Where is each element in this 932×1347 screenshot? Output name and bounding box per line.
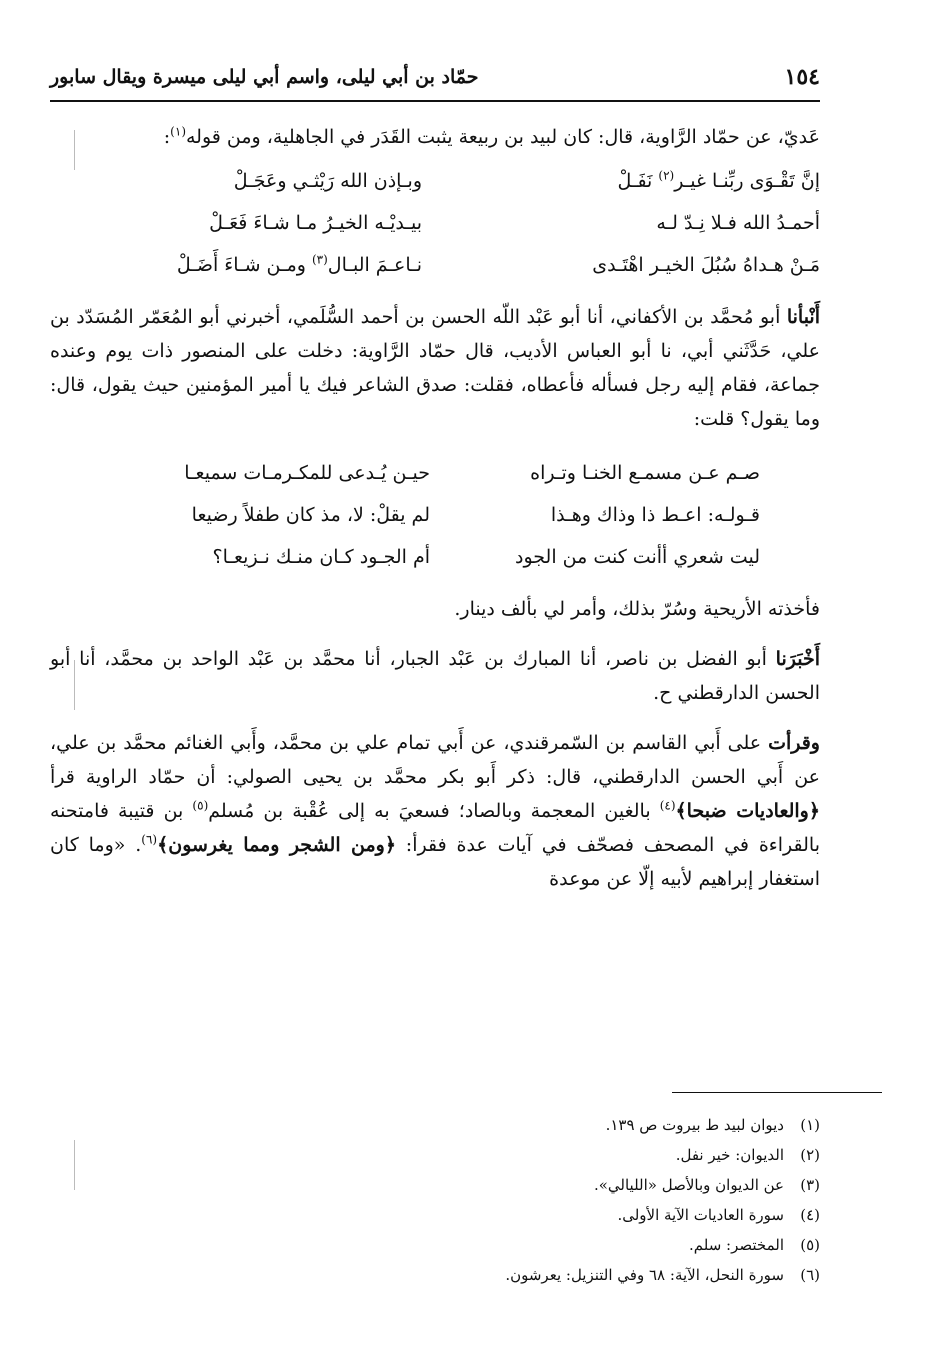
paragraph-text: . «وما كان استغفار إبراهيم لأبيه إلّا عن موعدة (50, 834, 820, 890)
verse-second-half: بيـديْـه الخيـرُ مـا شـاءَ فَعَـلْ (209, 212, 422, 234)
page-header (50, 58, 820, 102)
footnote-ref: (١) (170, 124, 186, 139)
quran-quote: ﴿ومن الشجر ومما يغرسون﴾ (157, 834, 396, 856)
footnote-ref: (٦) (141, 832, 158, 847)
verse-second-half: أم الجـود كـان منـك نـزيعـا؟ (212, 546, 430, 568)
footnote-text: ديوان لبيد ط بيروت ص ١٣٩. (605, 1116, 784, 1134)
paragraph: فأخذته الأريحية وسُرّ بذلك، وأمر لي بألف دينار. (454, 598, 820, 620)
verse-second-half (50, 244, 422, 286)
page-number: ١٥٤ (784, 64, 820, 90)
paragraph (50, 300, 820, 436)
paragraph (50, 642, 820, 710)
footnote-text: الديوان: خير نفل. (675, 1146, 784, 1164)
footnote-text: عن الديوان وبالأصل «الليالي». (593, 1176, 784, 1194)
footnote (50, 1140, 820, 1170)
verse-line (50, 202, 820, 244)
verse-line (50, 244, 820, 286)
paragraph-text: بالغين المعجمة وبالصاد؛ فسعيَ به إلى عُقْبة بن مُسلم (208, 800, 660, 822)
footnote (50, 1260, 820, 1290)
footnote (50, 1230, 820, 1260)
paragraph-text: على أَبي القاسم بن السّمرقندي، عن أَبي تمام علي بن محمَّد، وأَبي الغنائم محمَّد بن علي، عن أَبي الحسن الدارقطني، قال: ذكر أَبو بكر محمَّد بن يحيى الصولي: أن حمّاد الراوية قرأ (50, 732, 820, 788)
verse-line (110, 494, 760, 536)
paragraph-text: أبو الفضل بن ناصر، أنا المبارك بن عَبْد الجبار، أنا محمَّد بن عَبْد الواحد بن محمَّد، أنا أبو الحسن الدارقطني ح. (50, 648, 820, 704)
verse-first-half: ليت شعري أأنت كنت من الجود (514, 546, 760, 568)
paragraph (50, 726, 820, 896)
footnote-text: المختصر: سلم. (688, 1236, 784, 1254)
verse-line (110, 452, 760, 494)
footnote-number: (١) (800, 1116, 820, 1134)
isnad-lead-word: وقرأت (768, 732, 820, 754)
paragraph-text: أبو مُحمَّد بن الأكفاني، أنا أبو عَبْد اللّه الحسن بن أحمد السُّلَمي، أخبرني أبو المُعَمّر المُسَدّد بن علي، حَدَّثَني أبي، نا أبو العباس الأديب، قال حمّاد الرَّاوية: دخلت على المنصور ذات يوم وعنده جماعة، فقام إليه رجل فسأله فأعطاه، فقلت: صدق الشاعر فيك يا أمير المؤمنين حيث يقول، قال: وما يقول؟ قلت: (50, 306, 820, 430)
footnote-number: (٦) (800, 1266, 820, 1284)
verse-text: إنَّ تَقْـوَى ربِّنـا غيـر (674, 170, 820, 192)
verse-first-half: قـولـه: اعـط ذا وذاك وهـذا (550, 504, 760, 526)
footnote-text: سورة النحل، الآية: ٦٨ وفي التنزيل: يعرشون. (505, 1266, 784, 1284)
footnote-ref: (٢) (658, 168, 675, 183)
verse-first-half: مَـنْ هـداهُ سُبُلَ الخيـر اهْتَـدى (592, 254, 820, 276)
verse-first-half: صـم عـن مسمـع الخنـا وتـراه (530, 462, 760, 484)
paragraph-text: عَديّ، عن حمّاد الرَّاوية، قال: كان لبيد بن ربيعة يثبت القَدَر في الجاهلية، ومن قوله (186, 126, 820, 148)
footnote-text: سورة العاديات الآية الأولى. (617, 1206, 784, 1224)
main-text (50, 120, 820, 912)
verse-line (50, 160, 820, 202)
footnote-ref: (٥) (192, 798, 209, 813)
verse-text: نـاعـمَ البـال (327, 254, 422, 276)
footnotes (50, 1110, 820, 1290)
verse-line (110, 536, 760, 578)
paragraph-text: بن قتيبة فامتحنه بالقراءة في المصحف فصحّف في آيات عدة فقرأ: (50, 800, 820, 856)
footnote-number: (٥) (800, 1236, 820, 1254)
verse-second-half: لم يقلْ: لا، مذ كان طفلاً رضيعا (191, 504, 430, 526)
verse-second-half: وبـإذن الله رَيْثـي وعَجَـلْ (233, 170, 422, 192)
verse-first-half: أحمـدُ الله فـلا نِـدّ لـه (656, 212, 820, 234)
isnad-lead-word: أَخْبَرَنا (775, 648, 820, 670)
paragraph-end: : (163, 126, 171, 148)
footnote-number: (٤) (800, 1206, 820, 1224)
poem (50, 160, 820, 286)
isnad-lead-word: أَنْبأنا (786, 306, 820, 328)
footnote-number: (٣) (800, 1176, 820, 1194)
footnote-number: (٢) (800, 1146, 820, 1164)
verse-second-half: حيـن يُـدعى للمكـرمـات سميعـا (184, 462, 430, 484)
footnote-ref: (٤) (659, 798, 676, 813)
footnote-separator (672, 1092, 882, 1093)
footnote (50, 1110, 820, 1140)
quran-quote: ﴿والعاديات ضبحا﴾ (675, 800, 820, 822)
paragraph (50, 120, 820, 154)
footnote (50, 1170, 820, 1200)
verse-first-half (448, 160, 820, 202)
poem (50, 452, 820, 578)
footnote-ref: (٣) (311, 252, 328, 267)
verse-text: ومـن شـاءَ أَضَـلْ (176, 254, 312, 276)
verse-text: نَفَـلْ (617, 170, 659, 192)
running-title: حمّاد بن أبي ليلى، واسم أبي ليلى ميسرة ويقال سابور (50, 66, 479, 88)
footnote (50, 1200, 820, 1230)
